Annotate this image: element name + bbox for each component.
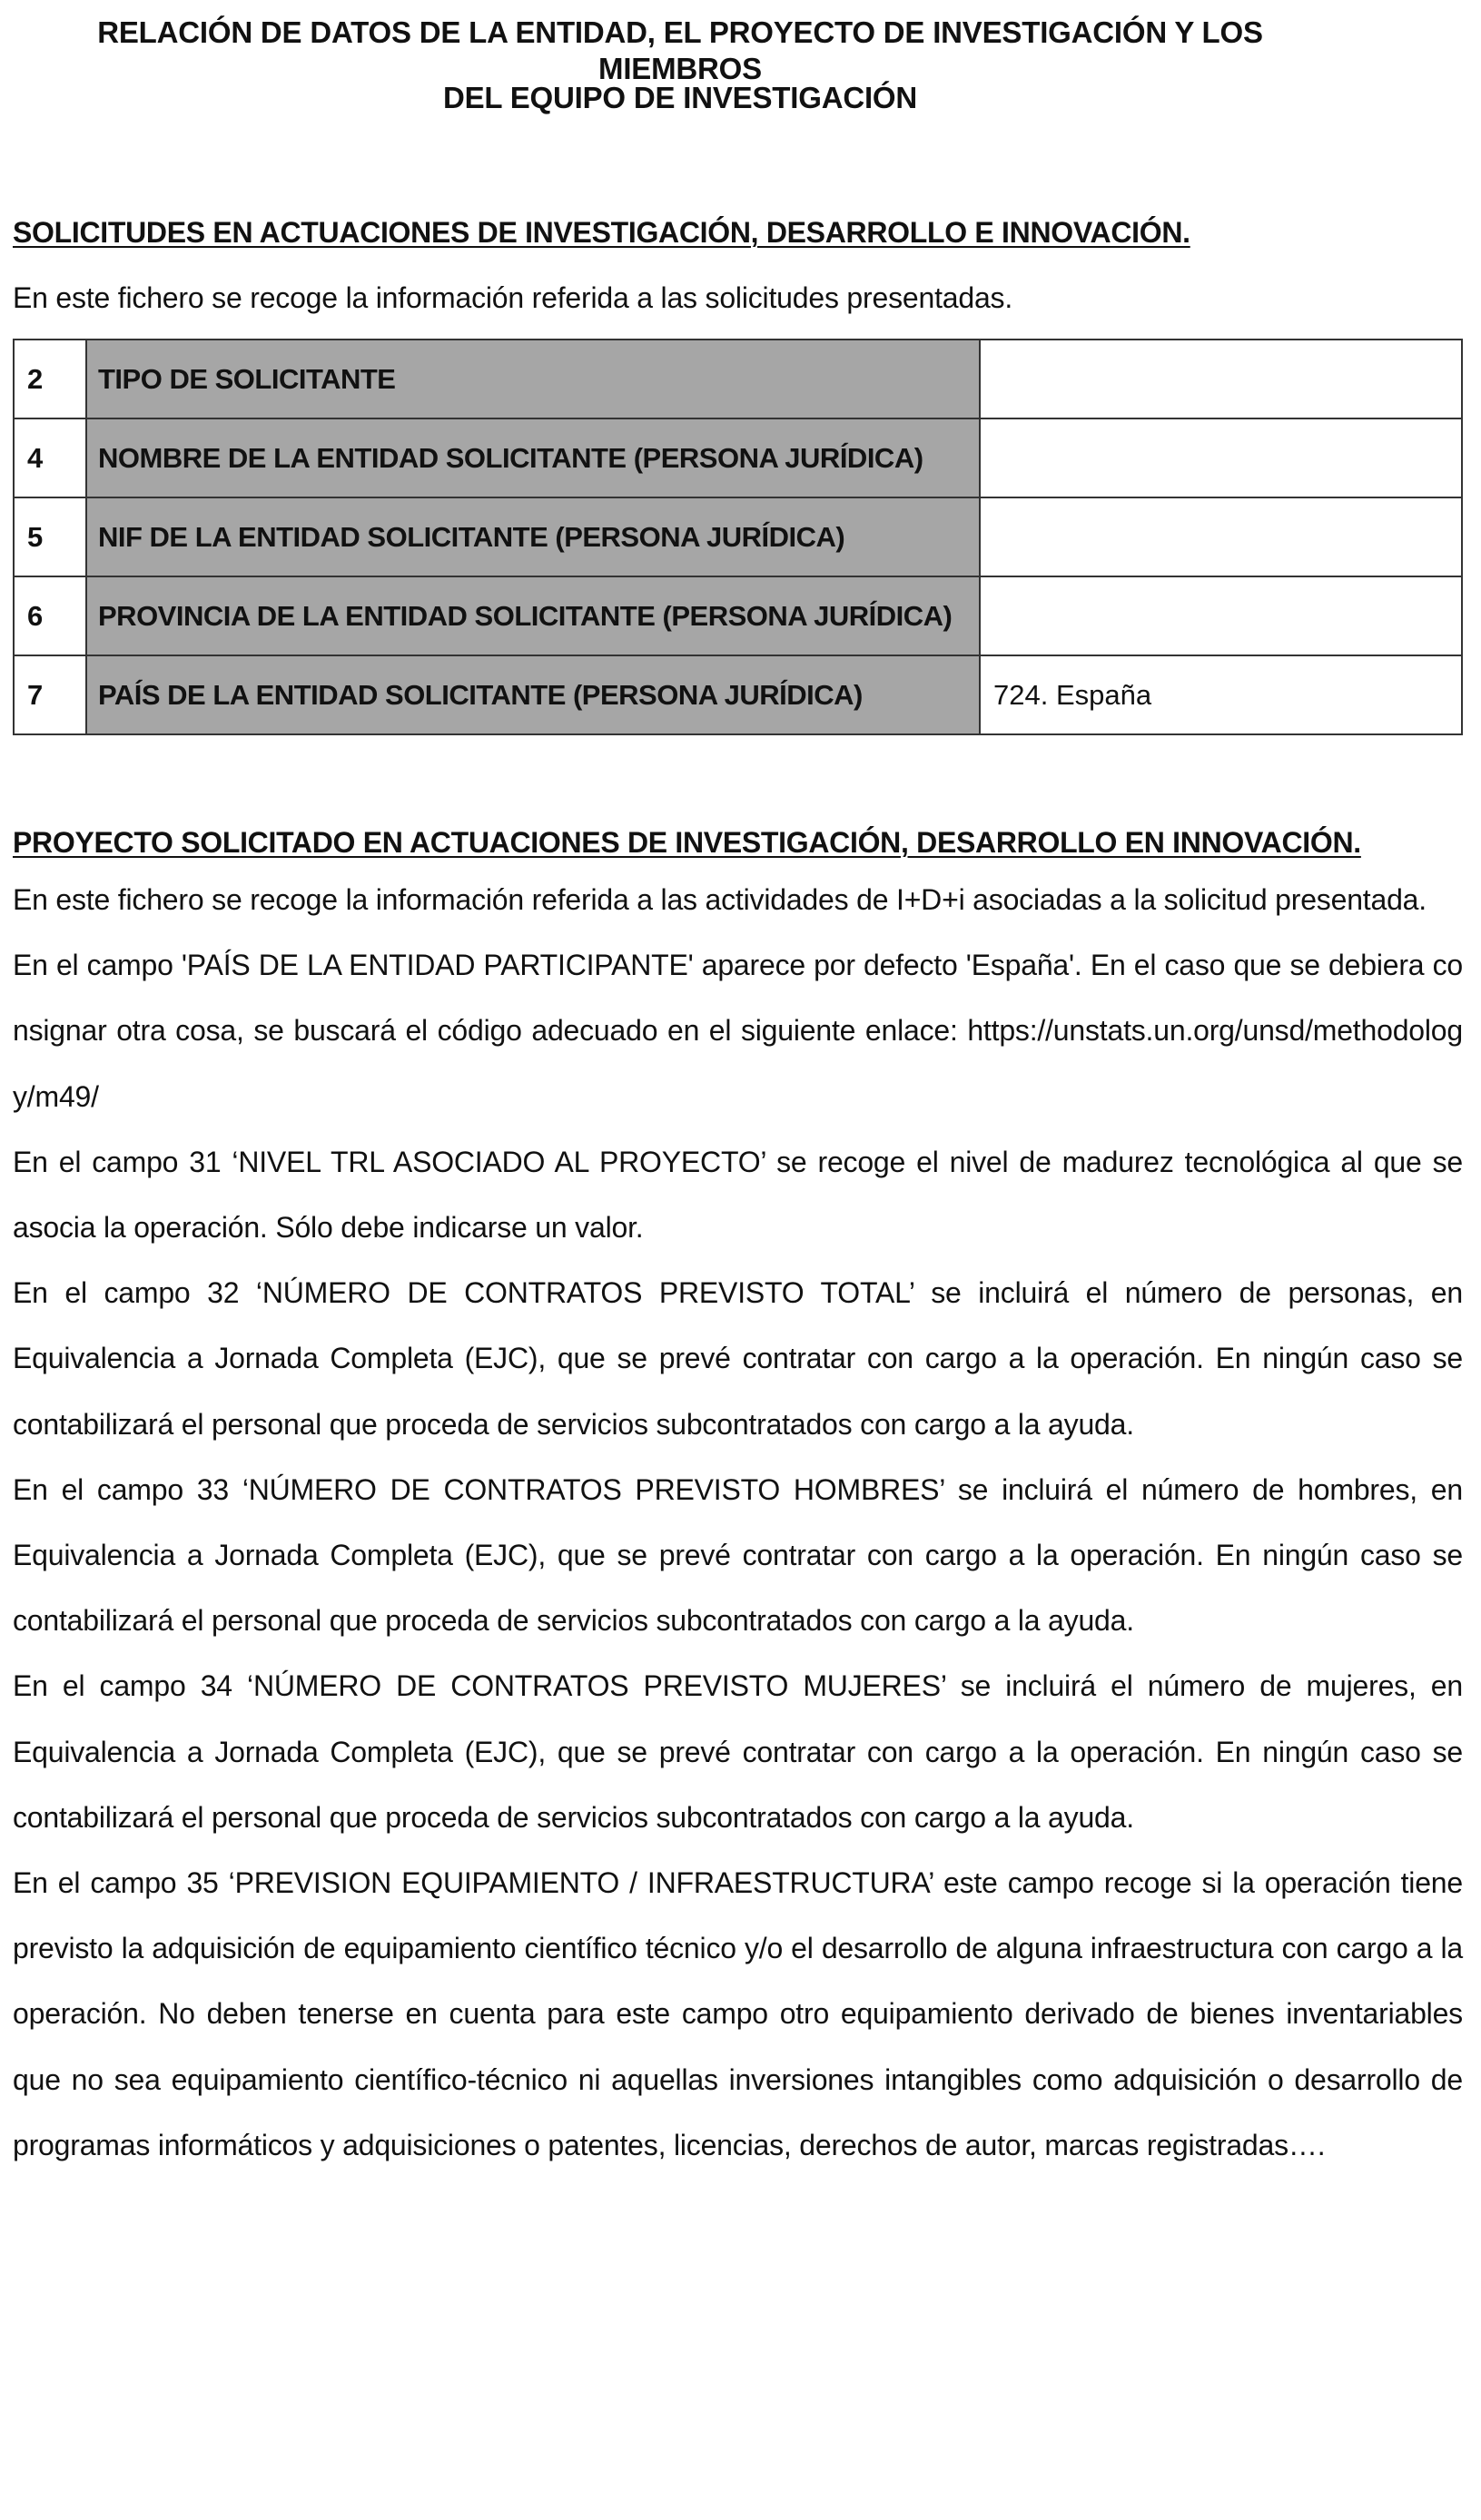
section-heading-solicitudes: SOLICITUDES EN ACTUACIONES DE INVESTIGACIÓN, DESARROLLO E INNOVACIÓN. xyxy=(13,216,1190,249)
paragraph: En el campo 32 ‘NÚMERO DE CONTRATOS PREVISTO TOTAL’ se incluirá el número de personas, en Equivalencia a Jornada Completa (EJC), que se prevé contratar con cargo a la operación. En ningún caso se contabilizará el personal que proceda de servicios subcontratados con cargo a la ayuda. xyxy=(13,1276,1463,1441)
paragraph: En el campo 34 ‘NÚMERO DE CONTRATOS PREVISTO MUJERES’ se incluirá el número de mujeres, en Equivalencia a Jornada Completa (EJC), que se prevé contratar con cargo a la operación. En ningún caso se contabilizará el personal que proceda de servicios subcontratados con cargo a la ayuda. xyxy=(13,1669,1463,1834)
field-value xyxy=(980,497,1462,576)
field-value xyxy=(980,418,1462,497)
field-number: 7 xyxy=(14,655,86,734)
paragraph: En el campo 35 ‘PREVISION EQUIPAMIENTO / INFRAESTRUCTURA’ este campo recoge si la operación tiene previsto la adquisición de equipamiento científico técnico y/o el desarrollo de alguna infraestructura con cargo a la operación. No deben tenerse en cuenta para este campo otro equipamiento derivado de bienes inventariables que no sea equipamiento científico-técnico ni aquellas inversiones intangibles como adquisición o desarrollo de programas informáticos y adquisiciones o patentes, licencias, derechos de autor, marcas registradas…. xyxy=(13,1866,1463,2161)
table-row xyxy=(14,497,1462,576)
field-value xyxy=(980,340,1462,418)
field-value: 724. España xyxy=(980,655,1462,734)
field-label: NIF DE LA ENTIDAD SOLICITANTE (PERSONA JURÍDICA) xyxy=(86,497,980,576)
document-title-line-2: DEL EQUIPO DE INVESTIGACIÓN xyxy=(442,81,918,114)
table-row xyxy=(14,655,1462,734)
table-row xyxy=(14,418,1462,497)
field-value xyxy=(980,576,1462,655)
proyecto-body-text xyxy=(13,867,1463,2178)
table-row xyxy=(14,576,1462,655)
field-number: 5 xyxy=(14,497,86,576)
field-label: TIPO DE SOLICITANTE xyxy=(86,340,980,418)
field-label: PAÍS DE LA ENTIDAD SOLICITANTE (PERSONA JURÍDICA) xyxy=(86,655,980,734)
field-label: NOMBRE DE LA ENTIDAD SOLICITANTE (PERSONA JURÍDICA) xyxy=(86,418,980,497)
field-number: 4 xyxy=(14,418,86,497)
paragraph: En este fichero se recoge la información referida a las actividades de I+D+i asociadas a la solicitud presentada. xyxy=(13,883,1427,916)
paragraph: En el campo 'PAÍS DE LA ENTIDAD PARTICIPANTE' aparece por defecto 'España'. En el caso que se debiera consignar otra cosa, se buscará el código adecuado en el siguiente enlace: https://unstats.un.org/unsd/methodology/m49/ xyxy=(13,949,1463,1113)
paragraph: En el campo 31 ‘NIVEL TRL ASOCIADO AL PROYECTO’ se recoge el nivel de madurez tecnológica al que se asocia la operación. Sólo debe indicarse un valor. xyxy=(13,1145,1463,1245)
field-number: 2 xyxy=(14,340,86,418)
document-title-line-1: RELACIÓN DE DATOS DE LA ENTIDAD, EL PROYECTO DE INVESTIGACIÓN Y LOS MIEMBROS xyxy=(97,15,1263,85)
table-row xyxy=(14,340,1462,418)
section-heading-proyecto: PROYECTO SOLICITADO EN ACTUACIONES DE INVESTIGACIÓN, DESARROLLO EN INNOVACIÓN. xyxy=(13,826,1361,859)
solicitante-fields-table xyxy=(13,339,1463,735)
field-number: 6 xyxy=(14,576,86,655)
field-label: PROVINCIA DE LA ENTIDAD SOLICITANTE (PERSONA JURÍDICA) xyxy=(86,576,980,655)
paragraph: En el campo 33 ‘NÚMERO DE CONTRATOS PREVISTO HOMBRES’ se incluirá el número de hombres, en Equivalencia a Jornada Completa (EJC), que se prevé contratar con cargo a la operación. En ningún caso se contabilizará el personal que proceda de servicios subcontratados con cargo a la ayuda. xyxy=(13,1472,1463,1638)
section-intro-solicitudes: En este fichero se recoge la información referida a las solicitudes presentadas. xyxy=(13,281,1013,314)
